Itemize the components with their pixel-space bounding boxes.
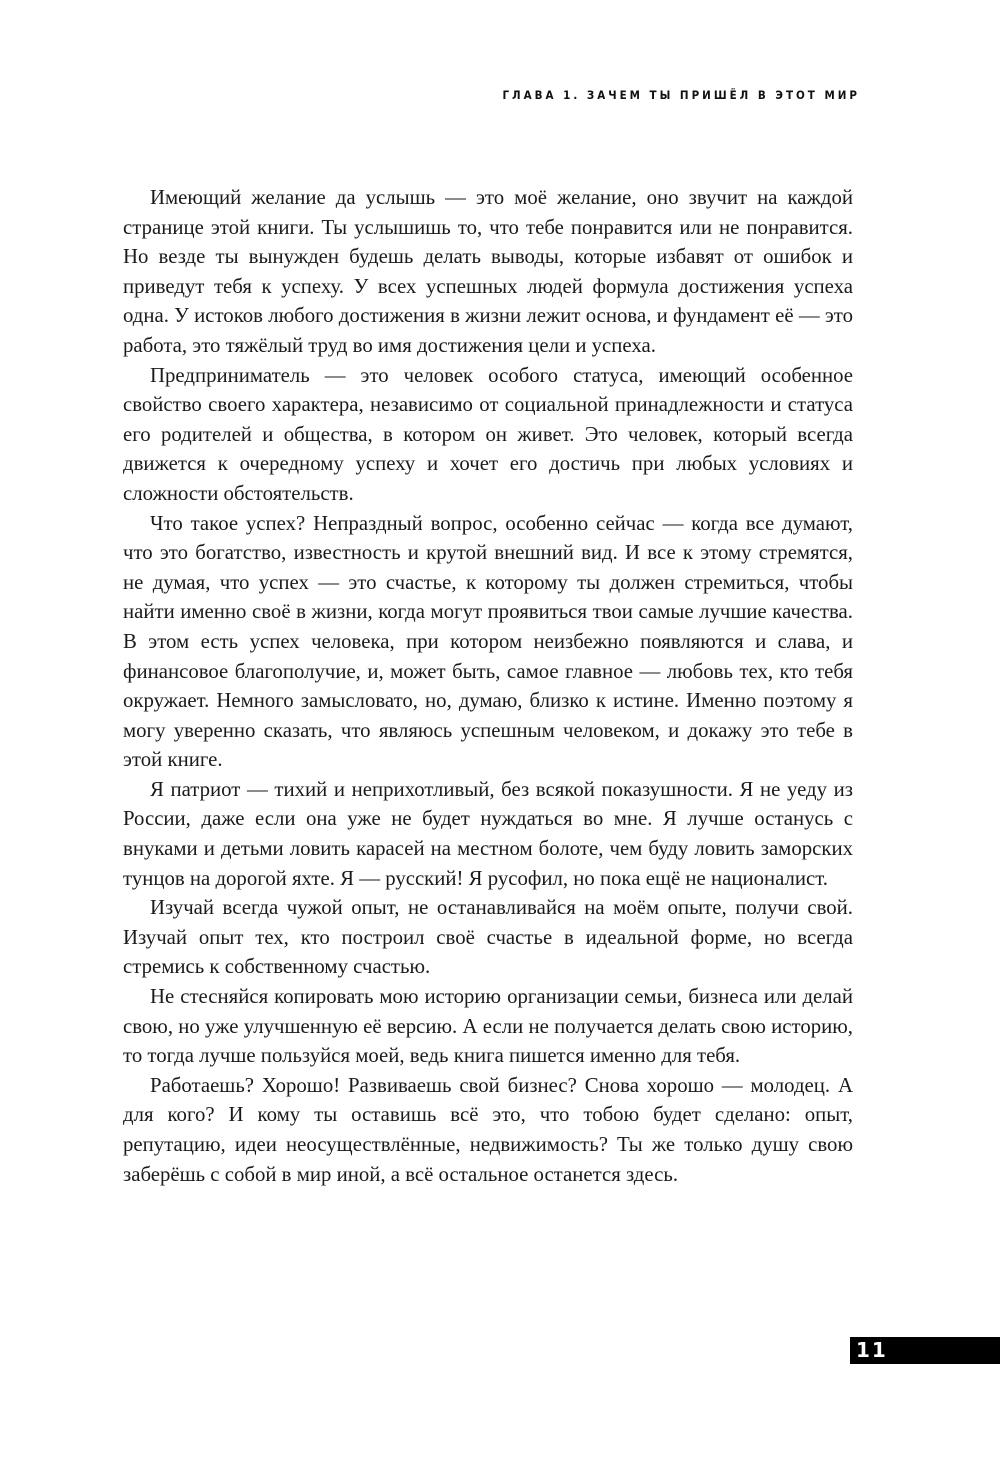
- paragraph-2: Предприниматель — это человек особого статуса, имеющий особенное свойство своего характера, независимо от социальной принадлежности и статуса его родителей и общества, в котором он живет. Это человек, который всегда движется к очередному успеху и хочет его достичь при любых условиях и сложности обстоятельств.: [123, 363, 853, 505]
- page-number: 11: [856, 1338, 888, 1362]
- paragraph-1: Имеющий желание да услышь — это моё желание, оно звучит на каждой странице этой книги. Ты услышишь то, что тебе понравится или не понравится. Но везде ты вынужден будешь делать выводы, которые избавят от ошибок и приведут тебя к успеху. У всех успешных людей формула достижения успеха одна. У истоков любого достижения в жизни лежит основа, и фундамент её — это работа, это тяжёлый труд во имя достижения цели и успеха.: [123, 186, 853, 357]
- paragraph-3: Что такое успех? Непраздный вопрос, особенно сейчас — когда все думают, что это богатство, известность и крутой внешний вид. И все к этому стремятся, не думая, что успех — это счастье, к которому ты должен стремиться, чтобы найти именно своё в жизни, когда могут проявиться твои самые лучшие качества. В этом есть успех человека, при котором неизбежно появляются и слава, и финансовое благополучие, и, может быть, самое главное — любовь тех, кто тебя окружает. Немного замысловато, но, думаю, близко к истине. Именно поэтому я могу уверенно сказать, что являюсь успешным человеком, и докажу это тебе в этой книге.: [123, 511, 853, 772]
- page-number-tab: [850, 1337, 1000, 1364]
- paragraph-7: Работаешь? Хорошо! Развиваешь свой бизнес? Снова хорошо — молодец. А для кого? И кому ты оставишь всё это, что тобою будет сделано: опыт, репутацию, идеи неосуществлённые, недвижимость? Ты же только душу свою заберёшь с собой в мир иной, а всё остальное останется здесь.: [123, 1073, 853, 1186]
- running-header: ГЛАВА 1. ЗАЧЕМ ТЫ ПРИШЁЛ В ЭТОТ МИР: [502, 88, 860, 102]
- paragraph-4: Я патриот — тихий и неприхотливый, без всякой показушности. Я не уеду из России, даже если она уже не будет нуждаться во мне. Я лучше останусь с внуками и детьми ловить карасей на местном болоте, чем буду ловить заморских тунцов на дорогой яхте. Я — русский! Я русофил, но пока ещё не националист.: [123, 777, 853, 890]
- paragraph-6: Не стесняйся копировать мою историю организации семьи, бизнеса или делай свою, но уже улучшенную её версию. А если не получается делать свою историю, то тогда лучше пользуйся моей, ведь книга пишется именно для тебя.: [123, 985, 853, 1068]
- paragraph-5: Изучай всегда чужой опыт, не останавливайся на моём опыте, получи свой. Изучай опыт тех, кто построил своё счастье в идеальной форме, но всегда стремись к собственному счастью.: [123, 896, 853, 979]
- body-text: [123, 183, 853, 1189]
